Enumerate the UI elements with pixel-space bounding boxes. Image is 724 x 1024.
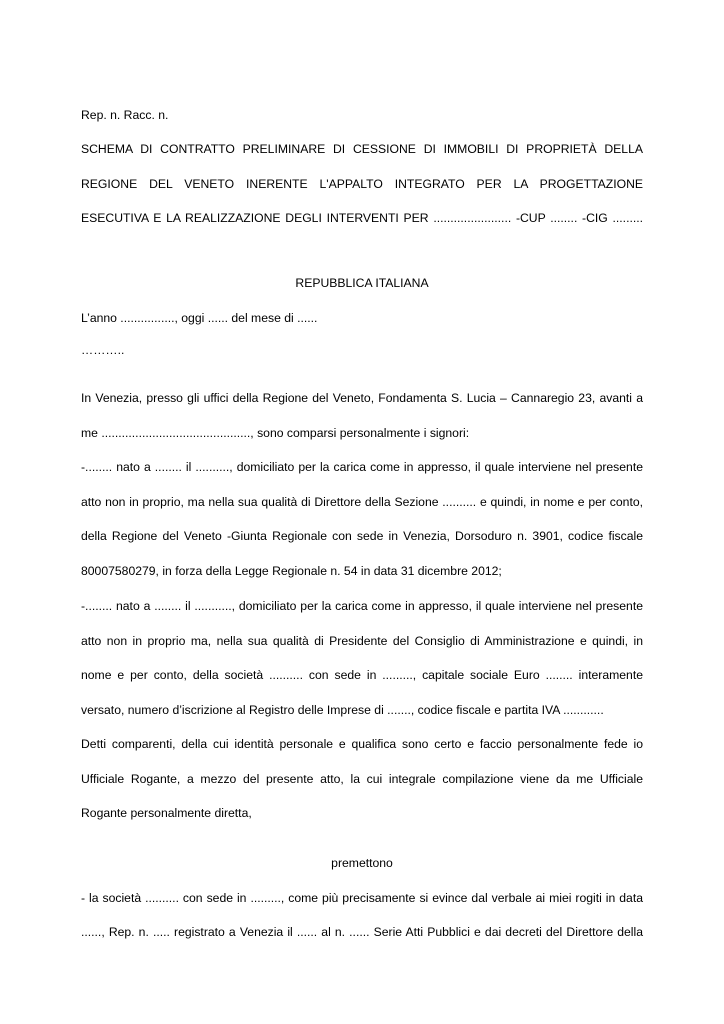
date-line: L’anno ................, oggi ...... del mese di ......: [81, 311, 318, 325]
body-line: Rogante personalmente diretta,: [81, 806, 252, 820]
body-line: Detti comparenti, della cui identità personale e qualifica sono certo e faccio personalmente fede io: [81, 737, 643, 751]
body-line: atto non in proprio ma, nella sua qualità di Presidente del Consiglio di Amministrazione e quindi, in: [81, 634, 643, 648]
body-line: della Regione del Veneto -Giunta Regionale con sede in Venezia, Dorsoduro n. 3901, codice fiscale: [81, 529, 643, 543]
title-line-2: REGIONE DEL VENETO INERENTE L'APPALTO INTEGRATO PER LA PROGETTAZIONE: [81, 177, 643, 191]
title-line-1: SCHEMA DI CONTRATTO PRELIMINARE DI CESSIONE DI IMMOBILI DI PROPRIETÀ DELLA: [81, 142, 643, 156]
closing-line: ......, Rep. n. ..... registrato a Venezia il ...... al n. ...... Serie Atti Pubblici e dai decreti del Direttore della: [81, 925, 643, 939]
date-continuation: ………..: [81, 343, 125, 357]
body-line: atto non in proprio, ma nella sua qualità di Direttore della Sezione .......... e quindi, in nome e per conto,: [81, 495, 643, 509]
body-line: 80007580279, in forza della Legge Regionale n. 54 in data 31 dicembre 2012;: [81, 564, 502, 578]
title-line-3: ESECUTIVA E LA REALIZZAZIONE DEGLI INTERVENTI PER ....................... -CUP ........ -CIG .........: [81, 211, 643, 225]
body-line: versato, numero d’iscrizione al Registro delle Imprese di ......., codice fiscale e partita IVA ............: [81, 703, 604, 717]
republic-heading: REPUBBLICA ITALIANA: [295, 276, 429, 290]
rep-racc-header: Rep. n. Racc. n.: [81, 108, 169, 122]
body-line: nome e per conto, della società .......... con sede in ........., capitale sociale Euro ........ interamente: [81, 668, 643, 682]
closing-line: - la società .......... con sede in ........., come più precisamente si evince dal verbale ai miei rogiti in data: [81, 891, 643, 905]
body-line: In Venezia, presso gli uffici della Regione del Veneto, Fondamenta S. Lucia – Cannaregio 23, avanti a: [81, 391, 643, 405]
body-line: Ufficiale Rogante, a mezzo del presente atto, la cui integrale compilazione viene da me Ufficiale: [81, 772, 643, 786]
premettono-heading: premettono: [331, 856, 393, 870]
body-line: me ............................................, sono comparsi personalmente i signori:: [81, 426, 470, 440]
body-line: -........ nato a ........ il .........., domiciliato per la carica come in appresso, il quale interviene nel presente: [81, 460, 643, 474]
body-line: -........ nato a ........ il ..........., domiciliato per la carica come in appresso, il quale interviene nel presente: [81, 599, 643, 613]
